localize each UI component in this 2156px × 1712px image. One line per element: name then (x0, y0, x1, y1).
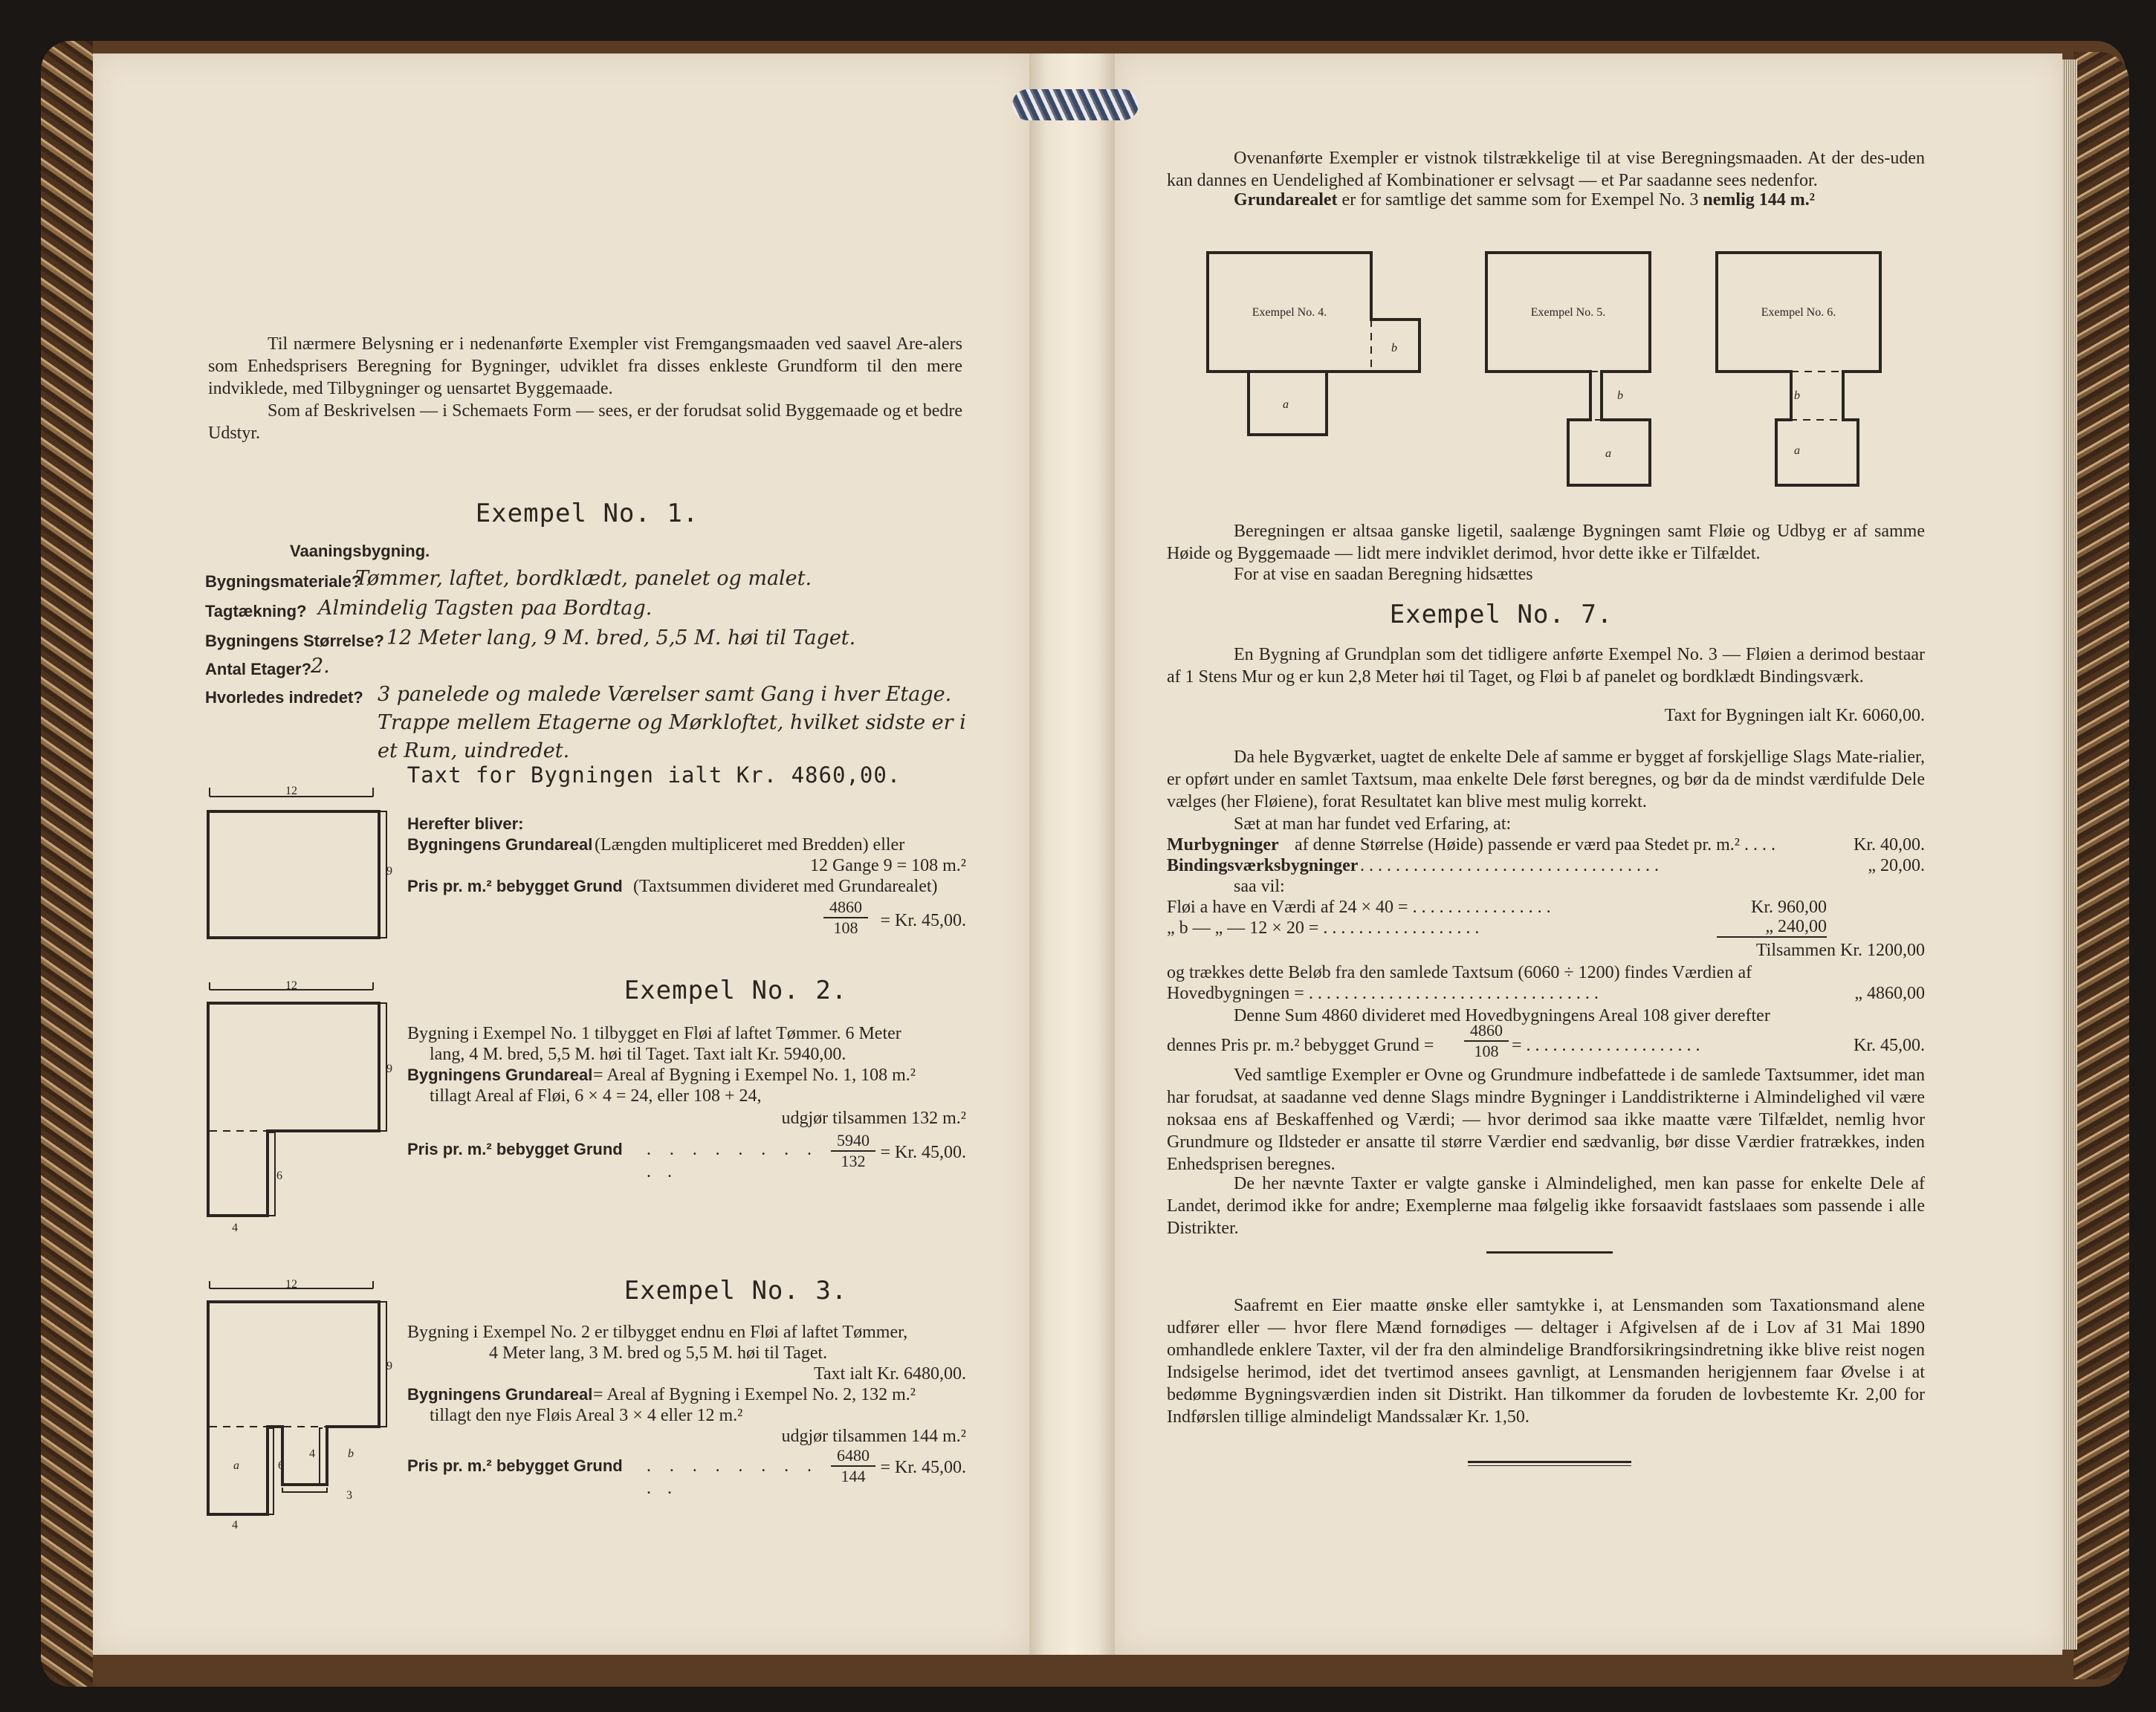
divider-2 (1468, 1461, 1631, 1463)
ex1-q4-answer: 2. (311, 655, 330, 678)
ex2-dots: . . . . . . . . . . (647, 1140, 818, 1181)
ex1-hereafter: Herefter bliver: (407, 814, 524, 833)
marbled-edge-right (2074, 52, 2129, 1679)
ex1-heading: Vaaningsbygning. (290, 542, 430, 560)
ex2-price-label: Pris pr. m.² bebygget Grund (407, 1140, 623, 1158)
ex3-taxt: Taxt ialt Kr. 6480,00. (814, 1364, 966, 1384)
ex3-area-line1: = Areal af Bygning i Exempel No. 2, 132 m.² (593, 1385, 916, 1404)
ex2-area-label: Bygningens Grundareal (407, 1066, 593, 1084)
divider-2b (1468, 1465, 1631, 1466)
right-paragraph-5: Sæt at man har fundet ved Erfaring, at: (1234, 814, 1512, 834)
diagram-5-label: Exempel No. 5. (1530, 306, 1606, 319)
ex2-frac-num: 5940 (831, 1131, 875, 1152)
mur-text: af denne Størrelse (Høide) passende er værd paa Stedet pr. m.² . . . . (1295, 835, 1776, 855)
ex1-dim-top: 12 (285, 785, 297, 797)
ex1-q4-label: Antal Etager? (205, 660, 312, 678)
saa-vil: saa vil: (1234, 877, 1285, 896)
ex3-frac-den: 144 (841, 1467, 866, 1485)
right-paragraph-7: Denne Sum 4860 divideret med Hovedbygningens Areal 108 giver derefter (1234, 1006, 1770, 1025)
intro-paragraph-1: Til nærmere Belysning er i nedenanførte Exempler vist Fremgangsmaaden ved saavel Are-alers som Enhedsprisers Beregning for Bygninger, udviklet fra disses enkleste Grundform til den mere indviklede, med Tilbygninger og uensartet Byggemaade. (208, 334, 962, 398)
grundarealet-value: nemlig 144 m.² (1703, 190, 1815, 210)
ex3-label-a: a (233, 1459, 239, 1472)
ex3-dots: . . . . . . . . . . (647, 1456, 818, 1498)
ex3-dim-bottom-a: 4 (232, 1519, 238, 1531)
right-paragraph-6a: og trækkes dette Beløb fra den samlede Taxtsum (6060 ÷ 1200) findes Værdien af (1167, 963, 1752, 982)
diagram-4-label: Exempel No. 4. (1252, 306, 1327, 319)
ex3-line1: Bygning i Exempel No. 2 er tilbygget endnu en Fløi af laftet Tømmer, (407, 1323, 908, 1342)
right-paragraph-9: De her nævnte Taxter er valgte ganske i Almindelighed, men kan passe for enkelte Dele af Landet, derimod ikke for andre; Exemplerne maa følgelig ikke forsaavidt fastslaaes som passende i alle Distrikter. (1167, 1174, 1925, 1238)
ex1-area-label: Bygningens Grundareal (407, 835, 593, 854)
ex1-result: = Kr. 45,00. (880, 911, 966, 930)
right-paragraph-6b: Hovedbygningen = . . . . . . . . . . . . . . . . . . . . . . . . . . . . . . . . . (1167, 984, 1599, 1003)
diag6-a: a (1794, 444, 1800, 457)
ex1-q5-label: Hvorledes indredet? (205, 688, 363, 707)
ex2-line2: lang, 4 M. bred, 5,5 M. høi til Taget. Taxt ialt Kr. 5940,00. (430, 1045, 846, 1064)
grundarealet-label: Grundarealet (1234, 190, 1338, 210)
diag6-b: b (1794, 389, 1800, 402)
ex1-frac-num: 4860 (823, 898, 868, 918)
ex3-label-b: b (348, 1447, 354, 1460)
ex1-q1-label: Bygningsmateriale? (205, 572, 362, 591)
bind-value: „ 20,00. (1868, 856, 1925, 875)
ex1-area-desc: (Længden multipliceret med Bredden) eller (595, 835, 905, 855)
ex2-area-total: udgjør tilsammen 132 m.² (781, 1109, 966, 1128)
ex1-q3-answer: 12 Meter lang, 9 M. bred, 5,5 M. høi til Taget. (386, 626, 856, 649)
ex2-dim-side: 9 (386, 1063, 392, 1075)
ex7-frac-num: 4860 (1464, 1021, 1509, 1042)
ex1-floorplan (195, 780, 395, 951)
bind-dots: . . . . . . . . . . . . . . . . . . . . . . . . . . . . . . . . . . (1360, 856, 1659, 875)
exempel-7-title: Exempel No. 7. (1389, 600, 1613, 629)
ex7-fraction (1464, 1021, 1509, 1061)
diag4-b: b (1391, 342, 1397, 354)
floorplans-4-5-6 (1189, 245, 1895, 498)
ex3-dim-side: 9 (386, 1360, 392, 1372)
ex3-line2: 4 Meter lang, 3 M. bred og 5,5 M. høi til Taget. (489, 1343, 828, 1363)
ex2-line1: Bygning i Exempel No. 1 tilbygget en Fløi af laftet Tømmer. 6 Meter (407, 1024, 901, 1043)
ex3-floorplan (195, 1272, 395, 1525)
ex3-dim-4: 4 (309, 1447, 315, 1460)
floi-a-line: Fløi a have en Værdi af 24 × 40 = . . . . . . . . . . . . . . . . (1167, 898, 1551, 917)
floi-a-value: Kr. 960,00 (1751, 898, 1827, 917)
right-paragraph-1: Ovenanførte Exempler er vistnok tilstrækkelige til at vise Beregningsmaaden. At der des-uden kan dannes en Uendelighed af Kombinationer er selvsagt — et Par saadanne sees nedenfor. (1167, 149, 1925, 190)
ex7-dots: = . . . . . . . . . . . . . . . . . . . . (1512, 1036, 1700, 1055)
right-paragraph-10: Saafremt en Eier maatte ønske eller samtykke i, at Lensmanden som Taxationsmand alene udfører eller — hvor flere Mænd fornødiges — deltager i Afgivelsen af de i Lov af 31 Mai 1890 omhandlede enklere Taxter, vil der fra den almindelige Brandforsikringsindretning ikke blive reist nogen Indsigelse herimod, idet det tvertimod ansees gavnligt, at Lensmanden herigjennem faar Øvelse i at bedømme Bygningsværdien inden sit Distrikt. Han tilkommer da foruden de lovbestemte Kr. 2,00 for Indførslen tillige almindeligt Mandssalær Kr. 1,50. (1167, 1296, 1925, 1427)
right-paragraph-4: Da hele Bygværket, uagtet de enkelte Dele af samme er bygget af forskjellige Slags Mate-rialier, er opført under en samlet Taxtsum, maa enkelte Dele først beregnes, og bør da de mindst værdifulde Dele vælges (her Fløiene), forat Resultatet kan blive mest mulig korrekt. (1167, 748, 1925, 811)
ex1-price-label: Pris pr. m.² bebygget Grund (407, 877, 623, 895)
ex1-q5-answer-2: Trappe mellem Etagerne og Mørkloftet, hvilket sidste er i (378, 711, 966, 734)
ex1-frac-den: 108 (833, 918, 858, 937)
exempel-1-title: Exempel No. 1. (475, 499, 699, 528)
floi-b-value: „ 240,00 (1717, 917, 1827, 938)
ex1-q2-answer: Almindelig Tagsten paa Bordtag. (318, 597, 653, 620)
diag5-a: a (1605, 447, 1611, 460)
ex2-area-line2: tillagt Areal af Fløi, 6 × 4 = 24, eller 108 + 24, (430, 1086, 762, 1106)
right-paragraph-2b: For at vise en saadan Beregning hidsættes (1234, 565, 1533, 584)
ex2-dim-bottom: 4 (232, 1222, 238, 1234)
ex2-dim-wing: 6 (276, 1170, 282, 1182)
ex2-floorplan (195, 973, 395, 1226)
ex3-result: = Kr. 45,00. (880, 1458, 966, 1477)
ex3-area-total: udgjør tilsammen 144 m.² (781, 1427, 966, 1446)
ex7-taxt: Taxt for Bygningen ialt Kr. 6060,00. (1664, 706, 1925, 725)
ex7-price-value: Kr. 45,00. (1854, 1036, 1925, 1055)
mur-value: Kr. 40,00. (1854, 835, 1925, 855)
ex2-area-line1: = Areal af Bygning i Exempel No. 1, 108 m.² (593, 1066, 916, 1085)
ex3-dim-top: 12 (285, 1278, 297, 1291)
ex1-q2-label: Tagtækning? (205, 602, 307, 620)
ex3-frac-num: 6480 (831, 1446, 875, 1467)
bind-label: Bindingsværksbygninger (1167, 856, 1359, 875)
grundarealet-text: er for samtlige det samme som for Exempel No. 3 (1341, 190, 1699, 210)
diag4-a: a (1283, 398, 1289, 411)
ex3-area-line2: tillagt den nye Fløis Areal 3 × 4 eller 12 m.² (430, 1406, 743, 1425)
ex7-paragraph: En Bygning af Grundplan som det tidligere anførte Exempel No. 3 — Fløien a derimod bestaar af 1 Stens Mur og er kun 2,8 Meter høi til Taget, og Fløi b af panelet og bordklædt Bindingsværk. (1167, 645, 1925, 687)
diagram-6-label: Exempel No. 6. (1761, 306, 1836, 319)
marbled-edge-left (41, 41, 93, 1687)
ex2-result: = Kr. 45,00. (880, 1143, 966, 1162)
ex1-price-desc: (Taxtsummen divideret med Grundarealet) (633, 877, 938, 896)
ex3-area-label: Bygningens Grundareal (407, 1385, 593, 1404)
ex1-taxt: Taxt for Bygningen ialt Kr. 4860,00. (407, 762, 901, 788)
divider-1 (1486, 1251, 1613, 1254)
ex7-frac-den: 108 (1474, 1042, 1499, 1060)
exempel-3-title: Exempel No. 3. (624, 1276, 848, 1306)
ex3-dim-6: 6 (278, 1459, 284, 1472)
ex1-dim-side: 9 (386, 865, 392, 878)
ex1-q1-answer: Tømmer, laftet, bordklædt, panelet og malet. (355, 567, 812, 590)
right-paragraph-1b (1234, 189, 1903, 211)
right-paragraph-8: Ved samtlige Exempler er Ovne og Grundmure indbefattede i de samlede Taxtsummer, idet man har forudsat, at saadanne ved denne Slags mindre Bygninger i Landdistrikterne i Almindelighed vil være noksaa ens af Beskaffenhed og Værdi; — hvor derimod saa ikke maatte være Tilfældet, nemlig hvor Grundmure og Ildsteder er ansatte til større Værdier end sædvanlig, bør disse Værdier fratrækkes, inden Enhedsprisen beregnes. (1167, 1066, 1925, 1174)
ex2-frac-den: 132 (841, 1152, 866, 1170)
ex2-dim-top: 12 (285, 979, 297, 992)
right-paragraph-7b: dennes Pris pr. m.² bebygget Grund = (1167, 1036, 1434, 1055)
ex3-price-label: Pris pr. m.² bebygget Grund (407, 1456, 623, 1475)
diag5-b: b (1617, 389, 1623, 402)
right-paragraph-2: Beregningen er altsaa ganske ligetil, saalænge Bygningen samt Fløie og Udbyg er af samme Høide og Byggemaade — lidt mere indviklet derimod, hvor dette ikke er Tilfældet. (1167, 522, 1925, 563)
exempel-2-title: Exempel No. 2. (624, 976, 848, 1005)
ex1-q5-answer-1: 3 panelede og malede Værelser samt Gang i hver Etage. (378, 683, 952, 706)
mur-label: Murbygninger (1167, 835, 1279, 855)
ex3-dim-bottom-b: 3 (346, 1489, 352, 1502)
ex1-area-calc: 12 Gange 9 = 108 m.² (809, 856, 966, 875)
page-edges (2062, 59, 2077, 1650)
hovedbygning-value: „ 4860,00 (1854, 984, 1925, 1003)
ex1-q5-answer-3: et Rum, uindredet. (378, 739, 570, 762)
binding-stitch (1012, 89, 1139, 120)
book-gutter (1029, 54, 1115, 1655)
intro-paragraph-2: Som af Beskrivelsen — i Schemaets Form — sees, er der forudsat solid Byggemaade og et bedre Udstyr. (208, 401, 962, 443)
floi-b-line: „ b — „ — 12 × 20 = . . . . . . . . . . . . . . . . . . (1167, 918, 1480, 938)
tilsammen: Tilsammen Kr. 1200,00 (1755, 941, 1925, 960)
ex1-q3-label: Bygningens Størrelse? (205, 632, 384, 650)
